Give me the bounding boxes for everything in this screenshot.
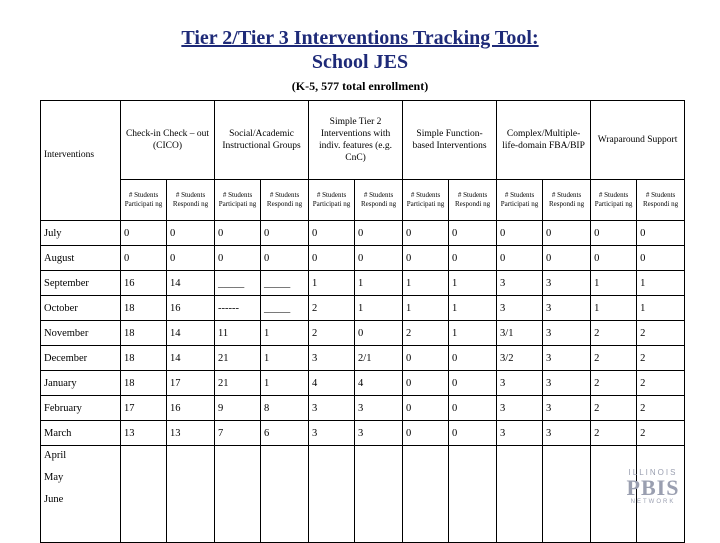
empty-cell [261,446,309,543]
table-cell: 0 [637,246,685,271]
table-cell: 2 [591,321,637,346]
students-responding-header: # Students Respondi ng [167,180,215,221]
table-row [41,446,685,543]
month-label: April [44,450,67,461]
table-cell: 0 [355,246,403,271]
table-cell: 1 [591,296,637,321]
table-cell: 0 [167,221,215,246]
table-cell: 8 [261,396,309,421]
empty-cell [403,446,449,543]
table-cell: 1 [403,271,449,296]
table-cell: 1 [449,296,497,321]
enrollment-subtitle: (K-5, 577 total enrollment) [291,79,429,93]
empty-cell [497,446,543,543]
empty-cell [215,446,261,543]
table-cell: _____ [215,271,261,296]
table-cell: 0 [403,421,449,446]
table-cell: 0 [449,396,497,421]
table-cell: 17 [121,396,167,421]
table-cell: 3 [497,421,543,446]
table-cell: 0 [403,396,449,421]
table-cell: 4 [355,371,403,396]
table-cell: 16 [167,396,215,421]
students-participating-header: # Students Participati ng [403,180,449,221]
table-cell: _____ [261,296,309,321]
table-cell: 0 [215,246,261,271]
table-cell: 0 [261,221,309,246]
month-label: January [41,371,121,396]
table-cell: 14 [167,346,215,371]
table-cell: 2 [309,321,355,346]
table-cell: 13 [167,421,215,446]
students-responding-header: # Students Respondi ng [449,180,497,221]
table-cell: 0 [449,371,497,396]
table-row [41,321,685,346]
table-cell: 1 [355,296,403,321]
table-cell: 0 [403,246,449,271]
table-cell: 9 [215,396,261,421]
table-cell: 14 [167,271,215,296]
table-cell: 7 [215,421,261,446]
table-cell: 21 [215,346,261,371]
table-cell: 21 [215,371,261,396]
table-cell: 0 [449,221,497,246]
table-cell: 3 [355,421,403,446]
month-label: February [41,396,121,421]
table-cell: 18 [121,321,167,346]
month-label: September [41,271,121,296]
table-cell: 0 [215,221,261,246]
group-header: Simple Function-based Interventions [403,101,497,180]
row-label-header-spacer [41,180,121,221]
table-cell: 3/2 [497,346,543,371]
table-cell: 18 [121,371,167,396]
table-cell: 0 [403,221,449,246]
table-cell: 0 [309,221,355,246]
table-cell: ------ [215,296,261,321]
month-label: November [41,321,121,346]
table-cell: 0 [355,321,403,346]
table-cell: 3 [309,346,355,371]
table-cell: 1 [355,271,403,296]
table-cell: 3 [497,296,543,321]
table-row [41,221,685,246]
table-row [41,371,685,396]
table-cell: 3 [543,396,591,421]
table-cell: 2 [591,371,637,396]
table-cell: 2 [591,346,637,371]
table-cell: 0 [591,221,637,246]
interventions-table [40,100,685,543]
table-cell: 0 [497,246,543,271]
table-cell: 3 [543,421,591,446]
row-label-header: Interventions [41,101,121,180]
table-cell: 0 [403,371,449,396]
group-header: Check-in Check – out (CICO) [121,101,215,180]
table-cell: 3 [497,371,543,396]
empty-cell [309,446,355,543]
month-label: August [41,246,121,271]
students-participating-header: # Students Participati ng [497,180,543,221]
table-cell: 2 [637,396,685,421]
month-label: July [41,221,121,246]
table-cell: 16 [121,271,167,296]
table-cell: 3 [497,396,543,421]
table-cell: 13 [121,421,167,446]
group-header: Complex/Multiple-life-domain FBA/BIP [497,101,591,180]
table-cell: 3 [309,396,355,421]
illinois-pbis-network-logo: ILLINOIS PBIS NETWORK [626,468,680,505]
table-cell: _____ [261,271,309,296]
table-cell: 2 [637,346,685,371]
table-cell: 3 [355,396,403,421]
table-cell: 2/1 [355,346,403,371]
students-participating-header: # Students Participati ng [591,180,637,221]
table-cell: 1 [309,271,355,296]
group-header: Simple Tier 2 Interventions with indiv. features (e.g. CnC) [309,101,403,180]
table-row [41,346,685,371]
table-cell: 18 [121,346,167,371]
school-name: School JES [311,51,409,73]
table-cell: 0 [121,246,167,271]
month-label: March [41,421,121,446]
students-responding-header: # Students Respondi ng [261,180,309,221]
table-cell: 14 [167,321,215,346]
table-cell: 16 [167,296,215,321]
table-cell: 0 [403,346,449,371]
students-participating-header: # Students Participati ng [215,180,261,221]
table-cell: 11 [215,321,261,346]
students-responding-header: # Students Respondi ng [637,180,685,221]
table-cell: 0 [449,246,497,271]
table-cell: 0 [261,246,309,271]
month-label: May [44,472,64,483]
table-cell: 0 [449,421,497,446]
table-row [41,421,685,446]
table-cell: 3 [543,321,591,346]
month-label: December [41,346,121,371]
table-cell: 2 [309,296,355,321]
students-responding-header: # Students Respondi ng [355,180,403,221]
title-line-1: Tier 2/Tier 3 Interventions Tracking Tool: [181,27,539,49]
table-row [41,296,685,321]
table-cell: 1 [591,271,637,296]
table-cell: 3 [497,271,543,296]
table-cell: 0 [543,246,591,271]
table-cell: 1 [637,296,685,321]
empty-cell [121,446,167,543]
empty-cell [449,446,497,543]
group-header: Social/Academic Instructional Groups [215,101,309,180]
table-cell: 1 [261,321,309,346]
table-cell: 0 [121,221,167,246]
remaining-months [41,446,121,543]
table-cell: 4 [309,371,355,396]
table-cell: 0 [355,221,403,246]
table-cell: 3 [543,371,591,396]
table-cell: 6 [261,421,309,446]
table-cell: 1 [261,371,309,396]
table-cell: 0 [637,221,685,246]
table-cell: 0 [167,246,215,271]
table-cell: 1 [403,296,449,321]
empty-cell [167,446,215,543]
group-header: Wraparound Support [591,101,685,180]
students-participating-header: # Students Participati ng [309,180,355,221]
table-row [41,246,685,271]
empty-cell [355,446,403,543]
table-cell: 1 [449,321,497,346]
table-row [41,271,685,296]
table-cell: 0 [497,221,543,246]
table-cell: 0 [591,246,637,271]
table-row [41,396,685,421]
table-cell: 18 [121,296,167,321]
table-cell: 2 [637,321,685,346]
table-cell: 3 [543,271,591,296]
table-cell: 2 [637,371,685,396]
table-cell: 2 [591,396,637,421]
table-cell: 1 [449,271,497,296]
table-cell: 1 [637,271,685,296]
table-cell: 3 [543,296,591,321]
empty-cell [543,446,591,543]
table-cell: 2 [637,421,685,446]
month-label: October [41,296,121,321]
table-cell: 3 [309,421,355,446]
students-participating-header: # Students Participati ng [121,180,167,221]
table-cell: 17 [167,371,215,396]
table-cell: 0 [543,221,591,246]
table-cell: 0 [449,346,497,371]
page-title [0,26,720,50]
table-cell: 3/1 [497,321,543,346]
table-cell: 3 [543,346,591,371]
table-cell: 2 [403,321,449,346]
table-cell: 0 [309,246,355,271]
table-cell: 2 [591,421,637,446]
table-cell: 1 [261,346,309,371]
students-responding-header: # Students Respondi ng [543,180,591,221]
month-label: June [44,494,64,505]
